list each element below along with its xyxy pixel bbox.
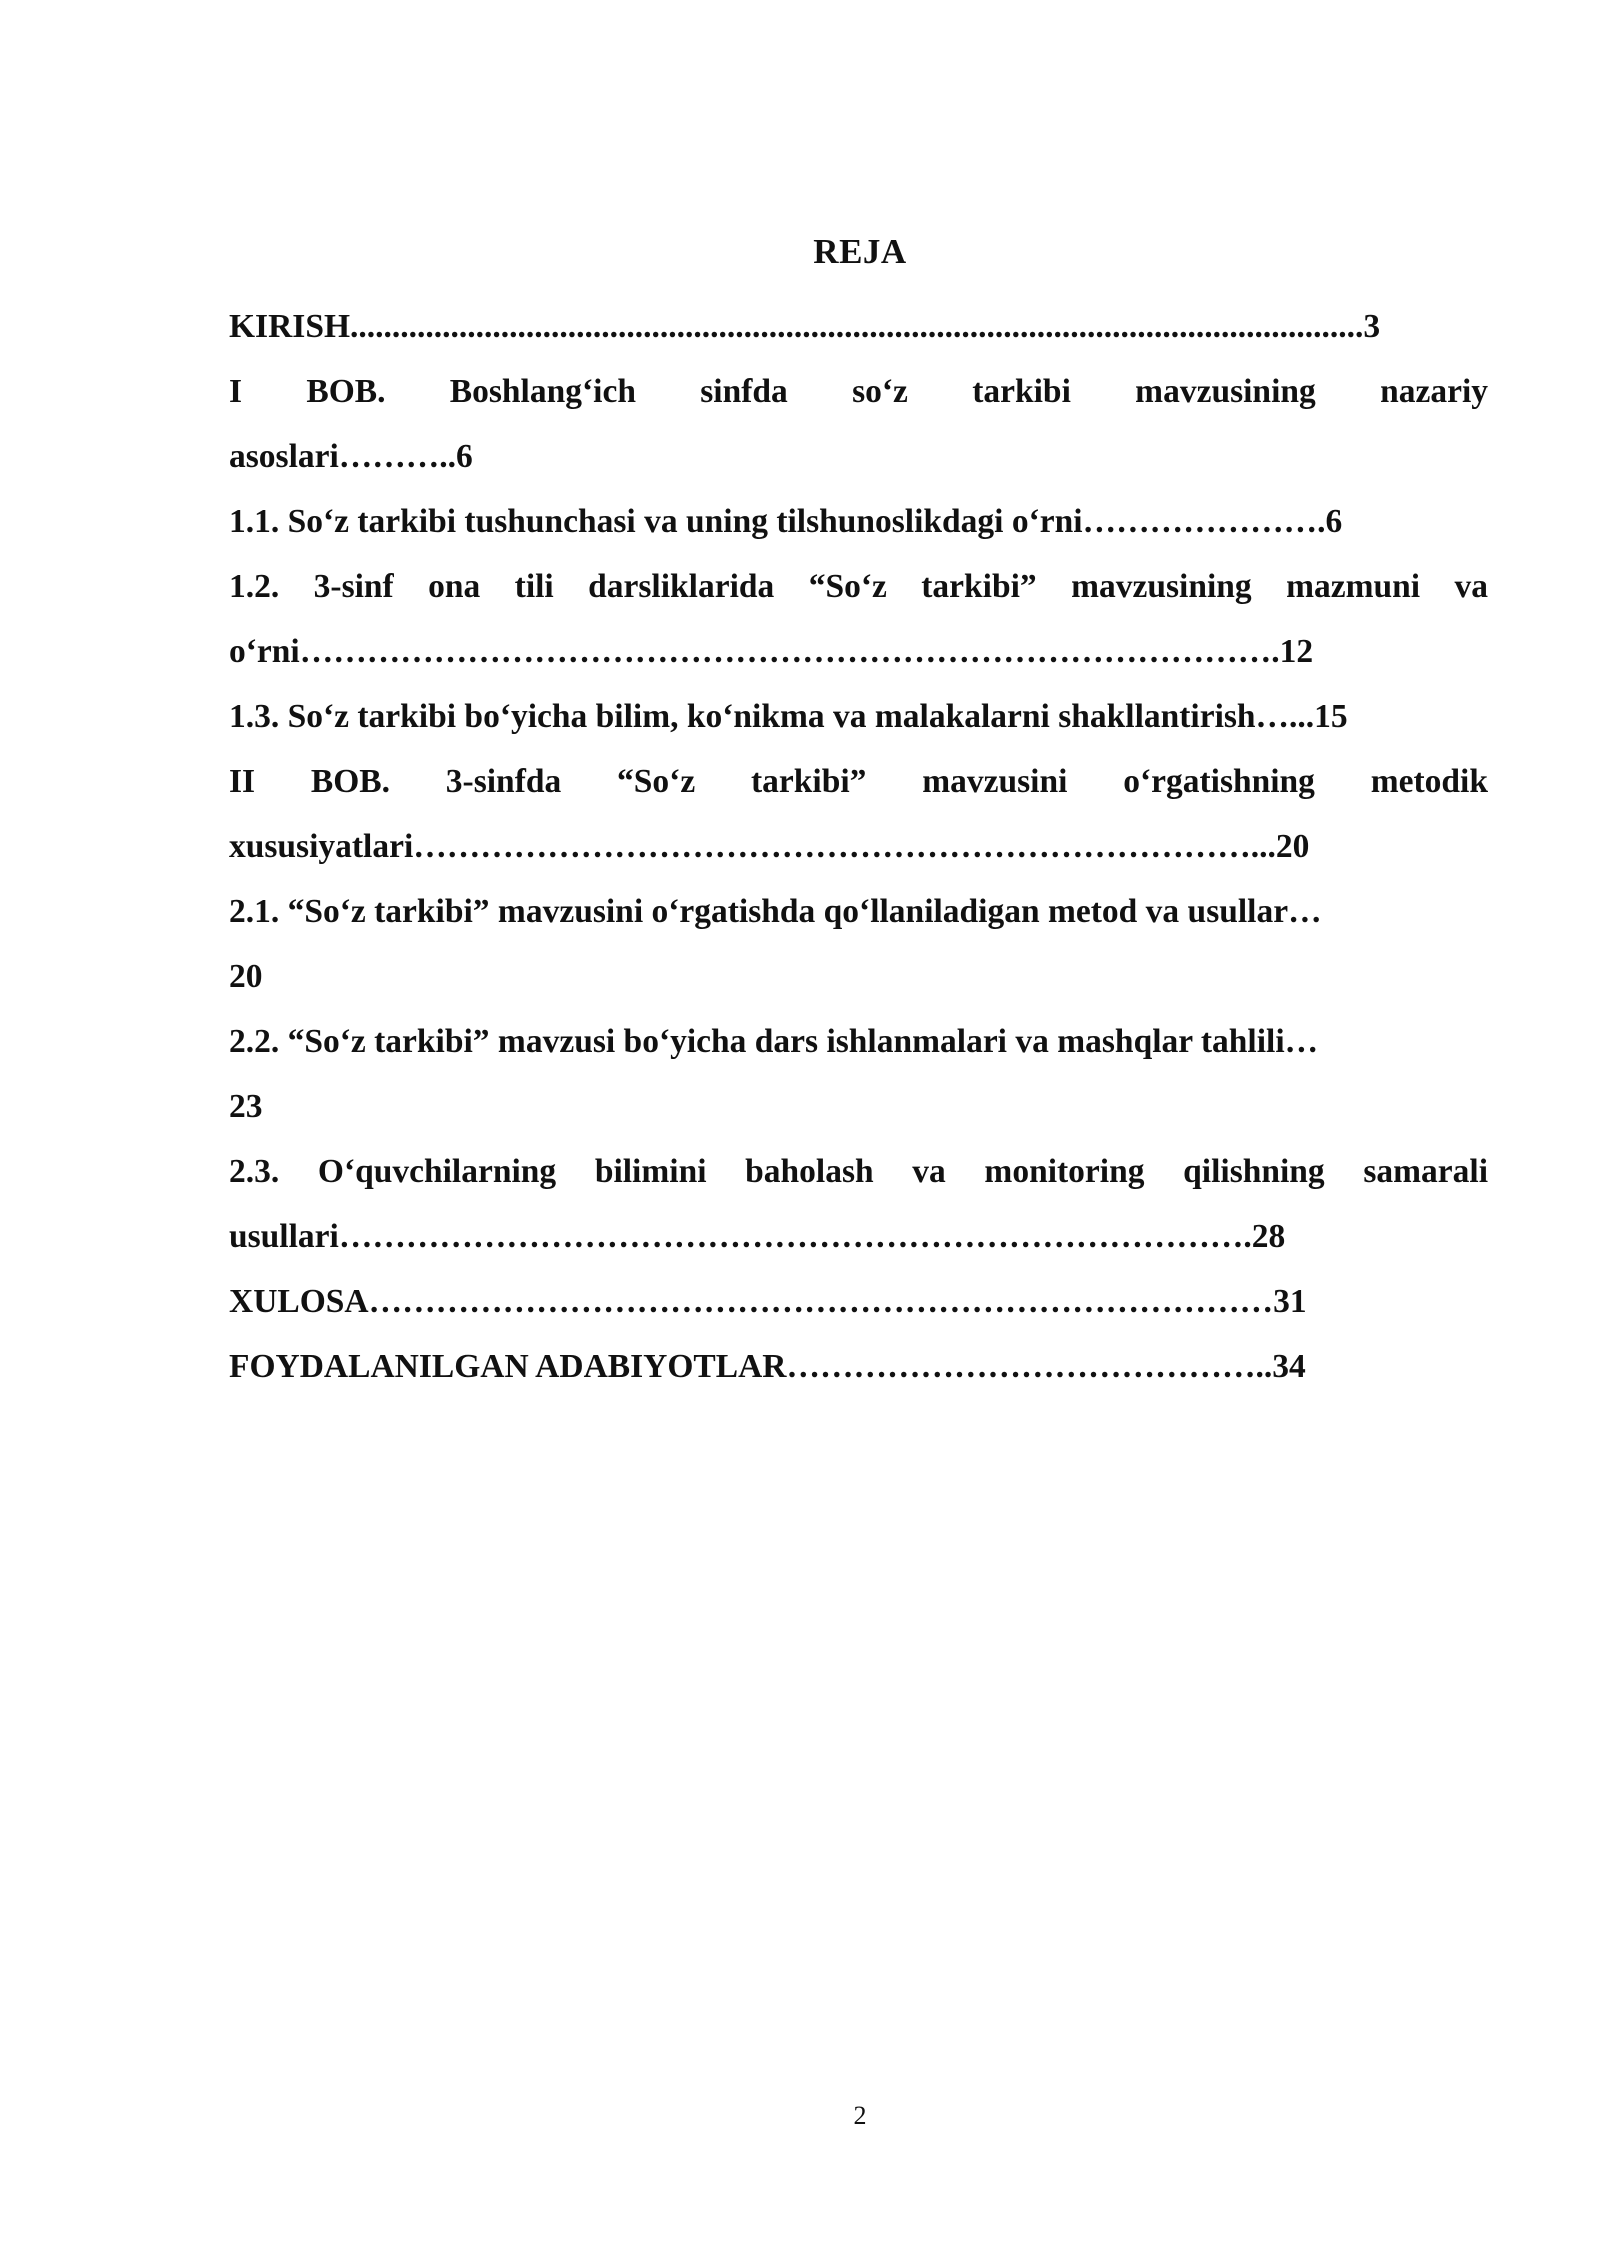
toc-entry-adabiyotlar: FOYDALANILGAN ADABIYOTLAR……………………………………..34 — [229, 1348, 1306, 1385]
page-number: 2 — [853, 2101, 867, 2130]
toc-entry-2-3: 2.3. O‘quvchilarning bilimini baholash va monitoring qilishning samarali — [229, 1153, 1488, 1190]
toc-entry-2-2: 2.2. “So‘z tarkibi” mavzusi bo‘yicha dars ishlanmalari va mashqlar tahlili… — [229, 1023, 1319, 1060]
toc-entry-chapter-2-title-cont: xususiyatlari…………………………………………………………………...20 — [229, 828, 1310, 865]
toc-entry-1-1: 1.1. So‘z tarkibi tushunchasi va uning tilshunoslikdagi o‘rni………………….6 — [229, 503, 1343, 540]
toc-entry-1-3: 1.3. So‘z tarkibi bo‘yicha bilim, ko‘nikma va malakalarni shakllantirish…...15 — [229, 698, 1348, 735]
toc-entry-2-1-page: 20 — [229, 958, 263, 995]
toc-entry-chapter-2-title: II BOB. 3-sinfda “So‘z tarkibi” mavzusini o‘rgatishning metodik — [229, 763, 1488, 800]
table-of-contents — [229, 294, 1488, 1399]
page-title: REJA — [813, 232, 907, 271]
toc-entry-2-1: 2.1. “So‘z tarkibi” mavzusini o‘rgatishda qo‘llaniladigan metod va usullar… — [229, 893, 1322, 930]
toc-entry-1-2-cont: o‘rni…………………………………………………………………………….12 — [229, 633, 1314, 670]
toc-entry-chapter-1-title: I BOB. Boshlang‘ich sinfda so‘z tarkibi mavzusining nazariy — [229, 373, 1488, 410]
toc-entry-kirish: KIRISH.........................................................................................................................3 — [229, 308, 1381, 345]
toc-entry-2-2-page: 23 — [229, 1088, 263, 1125]
toc-entry-1-2: 1.2. 3-sinf ona tili darsliklarida “So‘z tarkibi” mavzusining mazmuni va — [229, 568, 1488, 605]
toc-entry-2-3-cont: usullari……………………………………………………………………….28 — [229, 1218, 1286, 1255]
toc-entry-xulosa: XULOSA………………………………………………………………………31 — [229, 1283, 1307, 1320]
toc-entry-chapter-1-title-cont: asoslari………..6 — [229, 438, 473, 475]
